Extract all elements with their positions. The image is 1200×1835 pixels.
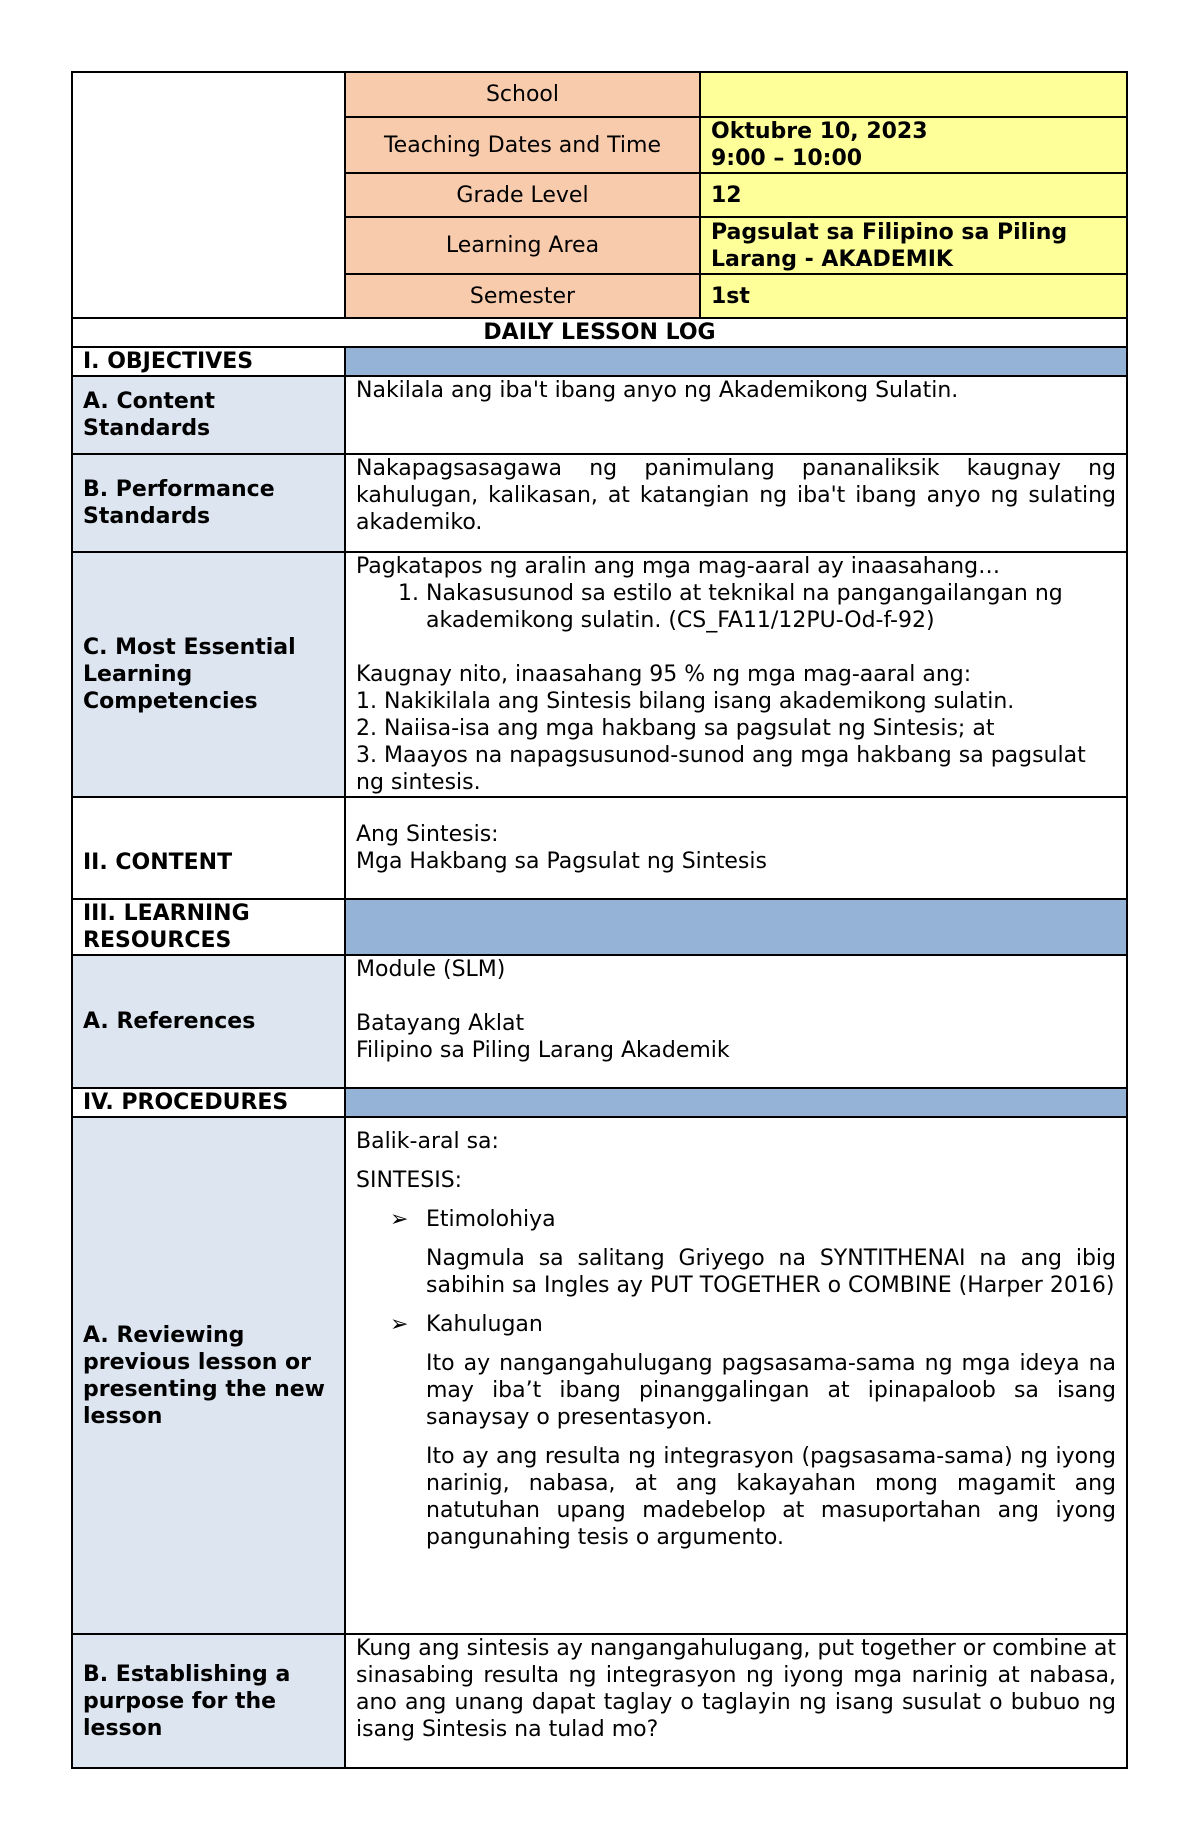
performance-standards-row [72,454,1127,552]
school-value [700,72,1127,117]
header-row-school [72,72,1127,117]
bullet-2-label: Kahulugan [426,1312,543,1337]
reference-2: Batayang Aklat [356,1011,525,1036]
content-text [345,797,1127,899]
melc-item: 1. Nakasusunod sa estilo at teknikal na pangangailangan ng akademikong sulatin. (CS_FA11/12PU-Od-f-92) [426,580,1116,634]
resources-bar [345,899,1127,955]
performance-standards-text: Nakapagsasagawa ng panimulang pananaliksik kaugnay ng kahulugan, kalikasan, at katangian ng iba't ibang anyo ng sulating akademiko. [345,454,1127,552]
content-standards-text: Nakilala ang iba't ibang anyo ng Akademikong Sulatin. [345,376,1127,454]
review-topic: SINTESIS: [356,1168,463,1193]
content-standards-row [72,376,1127,454]
time-value: 9:00 – 10:00 [711,146,863,171]
review-row [72,1117,1127,1634]
review-content [345,1117,1127,1634]
melc-content [345,552,1127,797]
content-heading: II. CONTENT [72,797,345,899]
melc-target: Kaugnay nito, inaasahang 95 % ng mga mag-aaral ang: [356,662,972,687]
semester-value: 1st [700,274,1127,318]
title-row [72,318,1127,347]
dates-value [700,117,1127,173]
melc-label: C. Most Essential Learning Competencies [72,552,345,797]
date-value: Oktubre 10, 2023 [711,119,928,144]
content-row [72,797,1127,899]
performance-standards-label: B. Performance Standards [72,454,345,552]
bullet-kahulugan [356,1311,1116,1338]
school-label: School [345,72,700,117]
melc-objective-1: 1. Nakikilala ang Sintesis bilang isang akademikong sulatin. [356,689,1015,714]
content-line-1: Ang Sintesis: [356,822,499,847]
objectives-heading: I. OBJECTIVES [72,347,345,376]
melc-objective-3: 3. Maayos na napagsusunod-sunod ang mga hakbang sa pagsulat ng sintesis. [356,743,1086,795]
arrow-bullet-icon: ➢ [390,1312,409,1337]
objectives-bar [345,347,1127,376]
bullet-2-text-2: Ito ay ang resulta ng integrasyon (pagsasama-sama) ng iyong narinig, nabasa, at ang kakayahan mong magamit ang natutuhan upang madebelop at masuportahan ang iyong pangunahing tesis o argumento. [426,1444,1116,1550]
references-content [345,955,1127,1088]
procedures-bar [345,1088,1127,1117]
log-title: DAILY LESSON LOG [72,318,1127,347]
melc-row [72,552,1127,797]
area-label: Learning Area [345,217,700,274]
grade-value: 12 [700,173,1127,217]
melc-objective-2: 2. Naiisa-isa ang mga hakbang sa pagsulat ng Sintesis; at [356,716,995,741]
resources-heading-row [72,899,1127,955]
grade-label: Grade Level [345,173,700,217]
logo-cell [72,72,345,318]
procedures-heading-row [72,1088,1127,1117]
purpose-text: Kung ang sintesis ay nangangahulugang, put together or combine at sinasabing resulta ng integrasyon ng iyong mga narinig at nabasa, ano ang unang dapat taglay o taglayin ng isang susulat o bubuo ng isang Sintesis na tulad mo? [345,1634,1127,1768]
bullet-1-text: Nagmula sa salitang Griyego na SYNTITHENAI na ang ibig sabihin sa Ingles ay PUT TOGETHER o COMBINE (Harper 2016) [426,1246,1116,1298]
bullet-2-text-1: Ito ay nangangahulugang pagsasama-sama ng mga ideya na may iba’t ibang pinanggalingan at ipinapaloob sa isang sanaysay o presentasyon. [426,1351,1116,1430]
area-value: Pagsulat sa Filipino sa Piling Larang - AKADEMIK [700,217,1127,274]
melc-list [356,580,1116,634]
purpose-label: B. Establishing a purpose for the lesson [72,1634,345,1768]
reference-1: Module (SLM) [356,957,506,982]
content-line-2: Mga Hakbang sa Pagsulat ng Sintesis [356,849,767,874]
melc-intro: Pagkatapos ng aralin ang mga mag-aaral ay inaasahang… [356,554,1001,579]
arrow-bullet-icon: ➢ [390,1207,409,1232]
dates-label: Teaching Dates and Time [345,117,700,173]
review-intro: Balik-aral sa: [356,1129,499,1154]
resources-heading: III. LEARNING RESOURCES [72,899,345,955]
bullet-etimolohiya [356,1206,1116,1233]
reference-3: Filipino sa Piling Larang Akademik [356,1038,730,1063]
content-standards-label: A. Content Standards [72,376,345,454]
review-label: A. Reviewing previous lesson or presenting the new lesson [72,1117,345,1634]
objectives-heading-row [72,347,1127,376]
references-row [72,955,1127,1088]
semester-label: Semester [345,274,700,318]
references-label: A. References [72,955,345,1088]
procedures-heading: IV. PROCEDURES [72,1088,345,1117]
daily-lesson-log-table [71,71,1128,1769]
bullet-1-label: Etimolohiya [426,1207,556,1232]
purpose-row [72,1634,1127,1768]
